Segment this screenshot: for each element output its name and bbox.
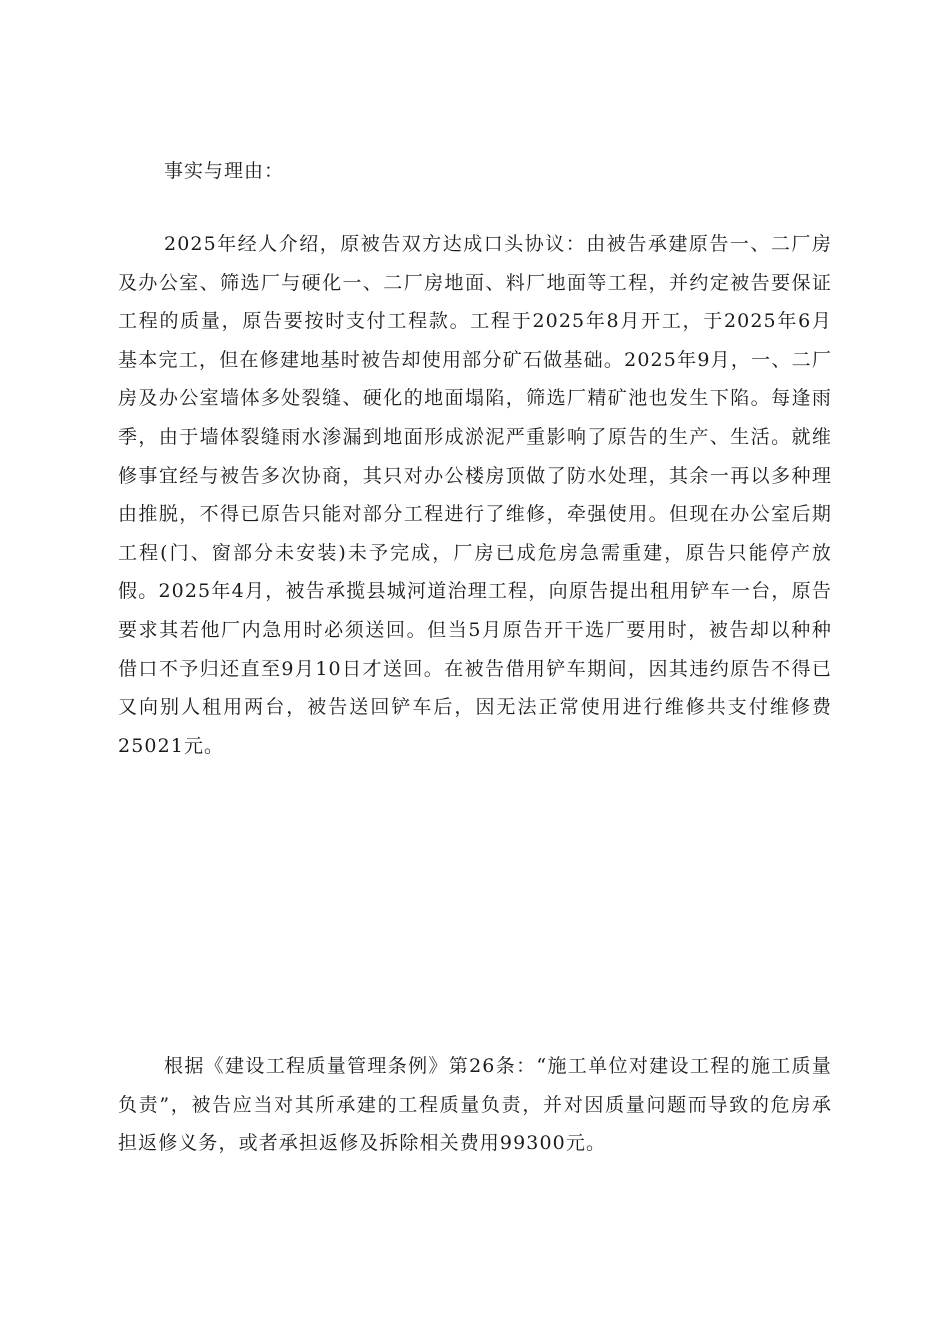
facts-paragraph: 2025年经人介绍，原被告双方达成口头协议：由被告承建原告一、二厂房及办公室、筛选厂与硬化一、二厂房地面、料厂地面等工程，并约定被告要保证工程的质量，原告要按时支付工程款。工程于2025年8月开工，于2025年6月基本完工，但在修建地基时被告却使用部分矿石做基础。2025年9月，一、二厂房及办公室墙体多处裂缝、硬化的地面塌陷，筛选厂精矿池也发生下陷。每逢雨季，由于墙体裂缝雨水渗漏到地面形成淤泥严重影响了原告的生产、生活。就维修事宜经与被告多次协商，其只对办公楼房顶做了防水处理，其余一再以多种理由推脱，不得已原告只能对部分工程进行了维修，牵强使用。但现在办公室后期工程(门、窗部分未安装)未予完成，厂房已成危房急需重建，原告只能停产放假。2025年4月，被告承揽县城河道治理工程，向原告提出租用铲车一台，原告要求其若他厂内急用时必须送回。但当5月原告开干选厂要用时，被告却以种种借口不予归还直至9月10日才送回。在被告借用铲车期间，因其违约原告不得已又向别人租用两台，被告送回铲车后，因无法正常使用进行维修共支付维修费25021元。 <box>118 233 832 757</box>
legal-basis-paragraph: 根据《建设工程质量管理条例》第26条：“施工单位对建设工程的施工质量负责”，被告应当对其所承建的工程质量负责，并对因质量问题而导致的危房承担返修义务，或者承担返修及拆除相关费用99300元。 <box>118 1055 832 1155</box>
section-heading: 事实与理由： <box>164 160 285 182</box>
